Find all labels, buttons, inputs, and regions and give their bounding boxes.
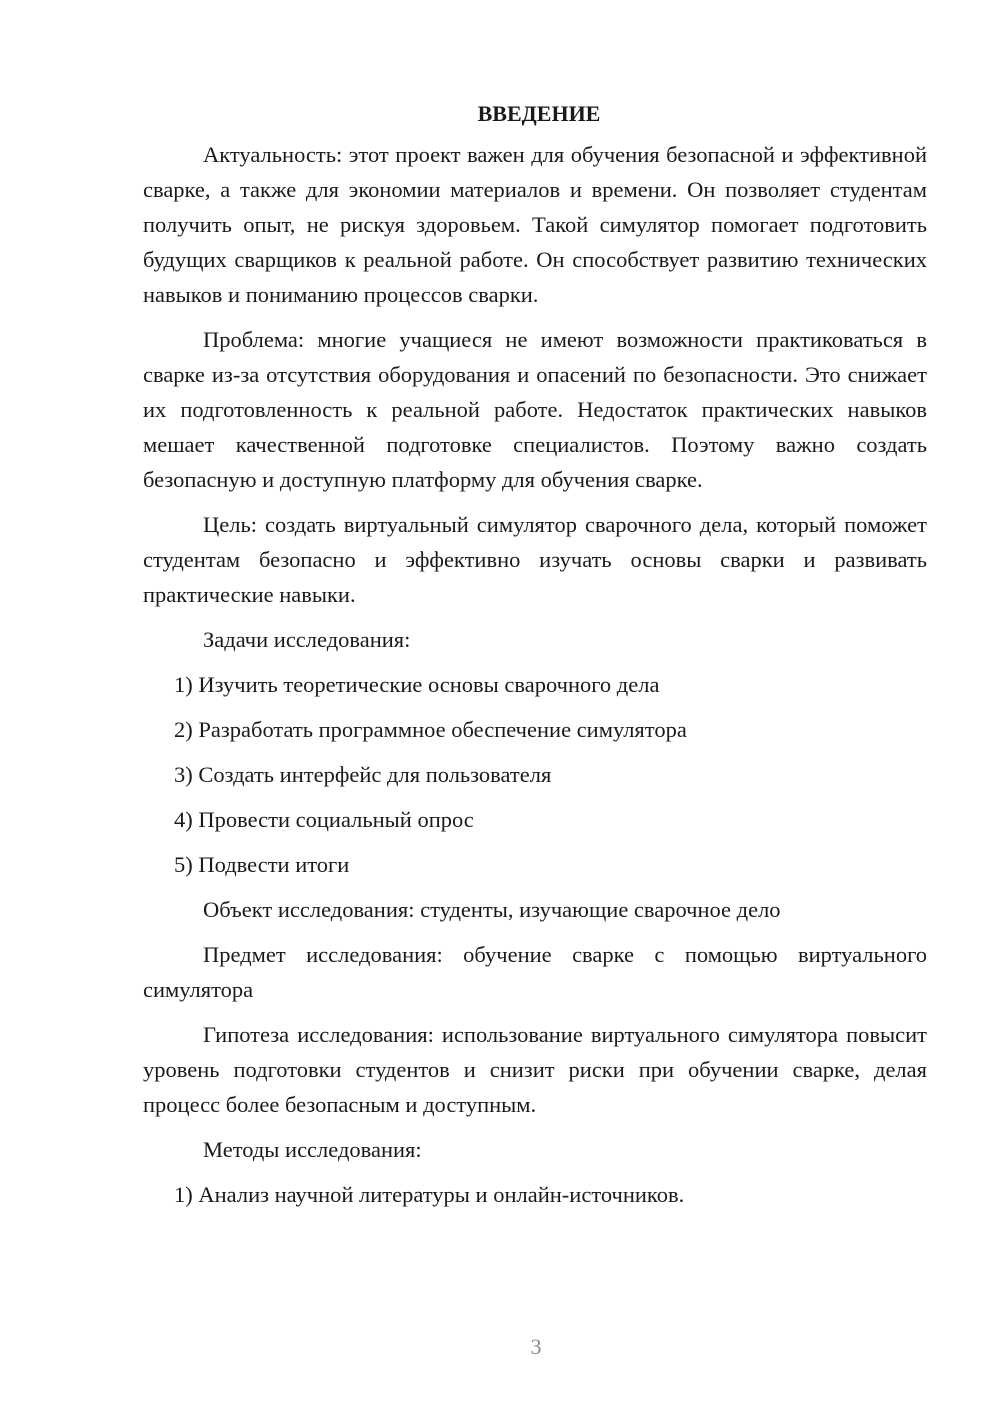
tasks-heading: Задачи исследования: — [203, 627, 411, 652]
task-item: 1) Изучить теоретические основы сварочного дела — [174, 672, 660, 697]
task-item: 4) Провести социальный опрос — [174, 807, 474, 832]
subject-paragraph: Предмет исследования: обучение сварке с помощью виртуального симулятора — [143, 942, 927, 1002]
task-item: 2) Разработать программное обеспечение симулятора — [174, 717, 687, 742]
task-item: 5) Подвести итоги — [174, 852, 350, 877]
page-title: ВВЕДЕНИЕ — [477, 101, 601, 126]
methods-heading: Методы исследования: — [203, 1137, 422, 1162]
method-item: 1) Анализ научной литературы и онлайн-источников. — [174, 1182, 685, 1207]
page-number: 3 — [530, 1334, 542, 1359]
goal-paragraph: Цель: создать виртуальный симулятор сварочного дела, который поможет студентам безопасно и эффективно изучать основы сварки и развивать практические навыки. — [143, 512, 927, 607]
task-item: 3) Создать интерфейс для пользователя — [174, 762, 552, 787]
hypothesis-paragraph: Гипотеза исследования: использование виртуального симулятора повысит уровень подготовки студентов и снизит риски при обучении сварке, делая процесс более безопасным и доступным. — [143, 1022, 927, 1117]
document-page — [143, 96, 927, 1222]
object-paragraph: Объект исследования: студенты, изучающие сварочное дело — [203, 897, 781, 922]
problem-paragraph: Проблема: многие учащиеся не имеют возможности практиковаться в сварке из-за отсутствия оборудования и опасений по безопасности. Это снижает их подготовленность к реальной работе. Недостаток практических навыков мешает качественной подготовке специалистов. Поэтому важно создать безопасную и доступную платформу для обучения сварке. — [143, 327, 927, 492]
relevance-paragraph: Актуальность: этот проект важен для обучения безопасной и эффективной сварке, а также для экономии материалов и времени. Он позволяет студентам получить опыт, не рискуя здоровьем. Такой симулятор помогает подготовить будущих сварщиков к реальной работе. Он способствует развитию технических навыков и пониманию процессов сварки. — [143, 142, 927, 307]
